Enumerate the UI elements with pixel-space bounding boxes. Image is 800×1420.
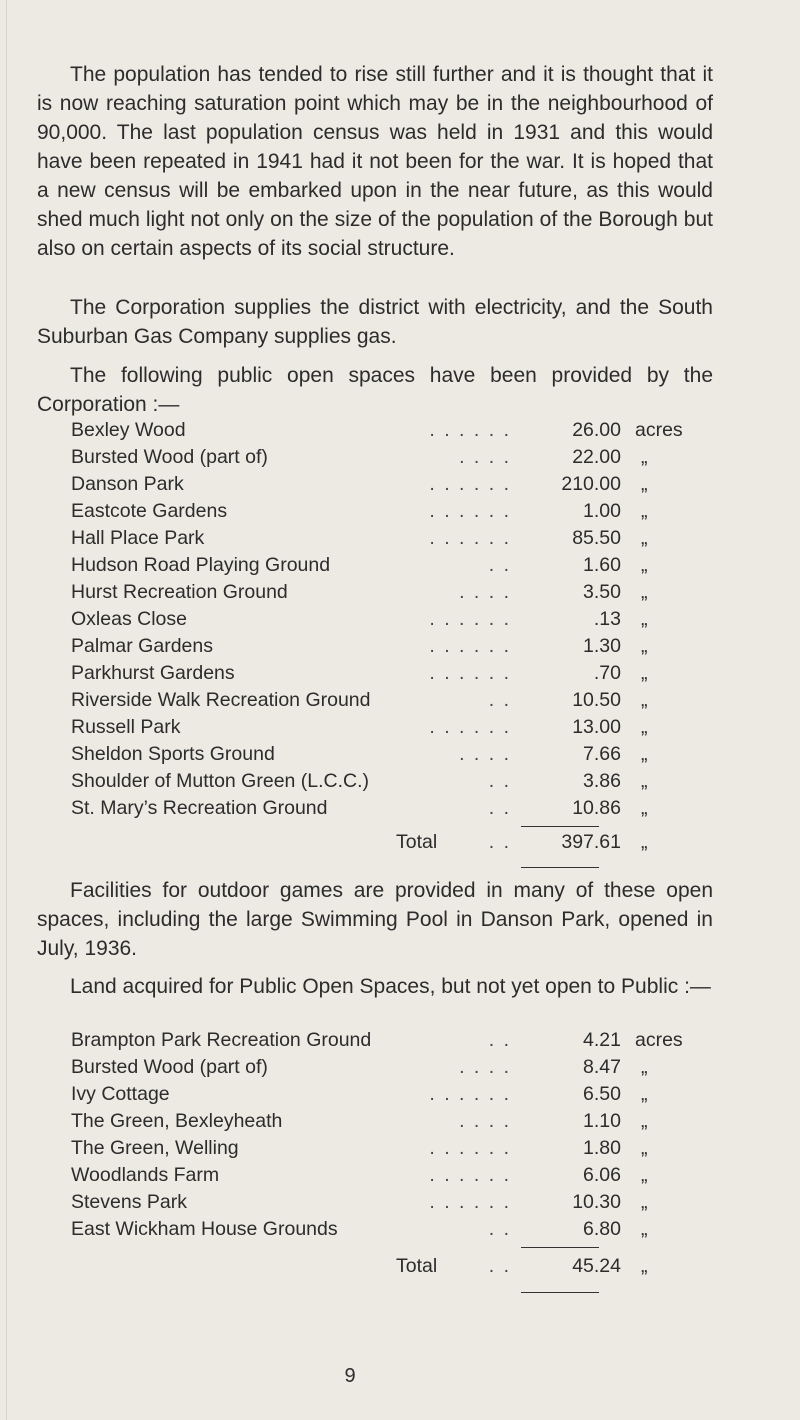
table-row — [71, 606, 711, 633]
leader-dots: . . . . . . — [429, 473, 511, 495]
total-label: Total — [396, 1255, 438, 1277]
paragraph-land-acquired-intro: Land acquired for Public Open Spaces, but not yet open to Public :— — [70, 975, 711, 998]
total-rule-bottom — [521, 1292, 599, 1293]
ditto-mark: „ — [641, 500, 648, 522]
table-row — [71, 714, 711, 741]
leader-dots: . . — [488, 689, 511, 711]
table-row — [71, 444, 711, 471]
ditto-mark: „ — [641, 743, 648, 765]
area-value: 210.00 — [561, 473, 621, 495]
leader-dots: . . — [488, 1255, 511, 1277]
ditto-mark: „ — [641, 1164, 648, 1186]
area-value: 26.00 — [572, 419, 621, 441]
land-name: Bursted Wood (part of) — [71, 1056, 268, 1078]
area-value: 3.50 — [583, 581, 621, 603]
table-row — [71, 1216, 711, 1243]
area-value: 8.47 — [583, 1056, 621, 1078]
land-acquired-table — [71, 1027, 711, 1280]
open-space-name: Eastcote Gardens — [71, 500, 228, 522]
open-space-name: Riverside Walk Recreation Ground — [71, 689, 371, 711]
total-row — [71, 829, 711, 856]
area-value: 1.80 — [583, 1137, 621, 1159]
ditto-mark: „ — [641, 1137, 648, 1159]
table-row — [71, 795, 711, 822]
open-space-name: Oxleas Close — [71, 608, 187, 630]
leader-dots: . . — [488, 1218, 511, 1240]
table-row — [71, 1081, 711, 1108]
table-row — [71, 498, 711, 525]
table-row — [71, 1162, 711, 1189]
ditto-mark: „ — [641, 1255, 648, 1277]
total-rule-bottom — [521, 867, 599, 868]
leader-dots: . . . . . . — [429, 419, 511, 441]
area-value: 1.30 — [583, 635, 621, 657]
leader-dots: . . — [488, 1029, 511, 1051]
page-number: 9 — [344, 1365, 356, 1387]
ditto-mark: „ — [641, 770, 648, 792]
area-value: 1.60 — [583, 554, 621, 576]
open-space-name: Shoulder of Mutton Green (L.C.C.) — [71, 770, 370, 792]
ditto-mark: „ — [641, 1083, 648, 1105]
table-row — [71, 579, 711, 606]
table-row — [71, 417, 711, 444]
ditto-mark: „ — [641, 554, 648, 576]
ditto-mark: „ — [641, 1218, 648, 1240]
land-name: The Green, Welling — [71, 1137, 239, 1159]
land-name: Stevens Park — [71, 1191, 187, 1213]
ditto-mark: „ — [641, 689, 648, 711]
open-space-name: Parkhurst Gardens — [71, 662, 235, 684]
ditto-mark: „ — [641, 473, 648, 495]
land-name: East Wickham House Grounds — [71, 1218, 338, 1240]
area-unit: acres — [635, 419, 683, 441]
leader-dots: . . . . . . — [429, 716, 511, 738]
open-spaces-table — [71, 417, 711, 856]
open-space-name: Sheldon Sports Ground — [71, 743, 275, 765]
ditto-mark: „ — [641, 608, 648, 630]
leader-dots: . . . . . . — [429, 1137, 511, 1159]
paragraph-open-spaces-intro: The following public open spaces have been provided by the Corporation :— — [37, 364, 713, 416]
area-unit: acres — [635, 1029, 683, 1051]
ditto-mark: „ — [641, 446, 648, 468]
area-value: 7.66 — [583, 743, 621, 765]
total-rule-top — [521, 1247, 599, 1248]
area-value: 1.10 — [583, 1110, 621, 1132]
total-value: 45.24 — [572, 1255, 621, 1277]
area-value: 10.86 — [572, 797, 621, 819]
open-space-name: Hall Place Park — [71, 527, 205, 549]
leader-dots: . . — [488, 770, 511, 792]
leader-dots: . . — [488, 831, 511, 853]
leader-dots: . . . . — [459, 446, 511, 468]
area-value: 3.86 — [583, 770, 621, 792]
ditto-mark: „ — [641, 662, 648, 684]
open-space-name: Palmar Gardens — [71, 635, 213, 657]
table-row — [71, 741, 711, 768]
table-row — [71, 1108, 711, 1135]
table-row — [71, 1135, 711, 1162]
leader-dots: . . — [488, 797, 511, 819]
ditto-mark: „ — [641, 831, 648, 853]
ditto-mark: „ — [641, 716, 648, 738]
open-space-name: Danson Park — [71, 473, 184, 495]
table-row — [71, 1189, 711, 1216]
open-space-name: Bexley Wood — [71, 419, 186, 441]
ditto-mark: „ — [641, 581, 648, 603]
leader-dots: . . . . . . — [429, 608, 511, 630]
leader-dots: . . . . . . — [429, 527, 511, 549]
ditto-mark: „ — [641, 1110, 648, 1132]
area-value: 85.50 — [572, 527, 621, 549]
table-row — [71, 660, 711, 687]
leader-dots: . . . . . . — [429, 635, 511, 657]
leader-dots: . . . . — [459, 581, 511, 603]
paragraph-utilities: The Corporation supplies the district with electricity, and the South Suburban Gas Company supplies gas. — [37, 296, 713, 348]
leader-dots: . . . . . . — [429, 1083, 511, 1105]
open-space-name: Bursted Wood (part of) — [71, 446, 268, 468]
open-space-name: Hudson Road Playing Ground — [71, 554, 331, 576]
ditto-mark: „ — [641, 1056, 648, 1078]
total-row — [71, 1253, 711, 1280]
table-row — [71, 525, 711, 552]
area-value: 4.21 — [583, 1029, 621, 1051]
area-value: 22.00 — [572, 446, 621, 468]
paragraph-population: The population has tended to rise still further and it is thought that it is now reaching saturation point which may be in the neighbourhood of 90,000. The last population census was held in 1931 and this would have been repeated in 1941 had it not been for the war. It is hoped that a new census will be embarked upon in the near future, as this would shed much light not only on the size of the population of the Borough but also on certain aspects of its social structure. — [37, 63, 713, 260]
area-value: 1.00 — [583, 500, 621, 522]
area-value: 10.50 — [572, 689, 621, 711]
table-row — [71, 471, 711, 498]
area-value: 6.80 — [583, 1218, 621, 1240]
ditto-mark: „ — [641, 797, 648, 819]
leader-dots: . . . . . . — [429, 1191, 511, 1213]
leader-dots: . . . . — [459, 1110, 511, 1132]
open-space-name: Russell Park — [71, 716, 181, 738]
paragraph-facilities: Facilities for outdoor games are provided in many of these open spaces, including the large Swimming Pool in Danson Park, opened in July, 1936. — [37, 879, 713, 960]
leader-dots: . . . . — [459, 743, 511, 765]
page-edge-shadow — [6, 0, 7, 1420]
open-space-name: Hurst Recreation Ground — [71, 581, 288, 603]
total-label: Total — [396, 831, 438, 853]
table-row — [71, 1027, 711, 1054]
area-value: .13 — [593, 608, 621, 630]
land-name: Ivy Cottage — [71, 1083, 170, 1105]
total-rule-top — [521, 826, 599, 827]
area-value: 6.50 — [583, 1083, 621, 1105]
leader-dots: . . . . . . — [429, 662, 511, 684]
ditto-mark: „ — [641, 1191, 648, 1213]
table-row — [71, 633, 711, 660]
land-name: Woodlands Farm — [71, 1164, 220, 1186]
area-value: 10.30 — [572, 1191, 621, 1213]
leader-dots: . . — [488, 554, 511, 576]
total-value: 397.61 — [561, 831, 621, 853]
ditto-mark: „ — [641, 527, 648, 549]
leader-dots: . . . . . . — [429, 500, 511, 522]
leader-dots: . . . . . . — [429, 1164, 511, 1186]
area-value: .70 — [593, 662, 621, 684]
area-value: 6.06 — [583, 1164, 621, 1186]
table-row — [71, 552, 711, 579]
area-value: 13.00 — [572, 716, 621, 738]
table-row — [71, 687, 711, 714]
land-name: Brampton Park Recreation Ground — [71, 1029, 372, 1051]
open-space-name: St. Mary’s Recreation Ground — [71, 797, 328, 819]
land-name: The Green, Bexleyheath — [71, 1110, 283, 1132]
table-row — [71, 1054, 711, 1081]
ditto-mark: „ — [641, 635, 648, 657]
leader-dots: . . . . — [459, 1056, 511, 1078]
table-row — [71, 768, 711, 795]
